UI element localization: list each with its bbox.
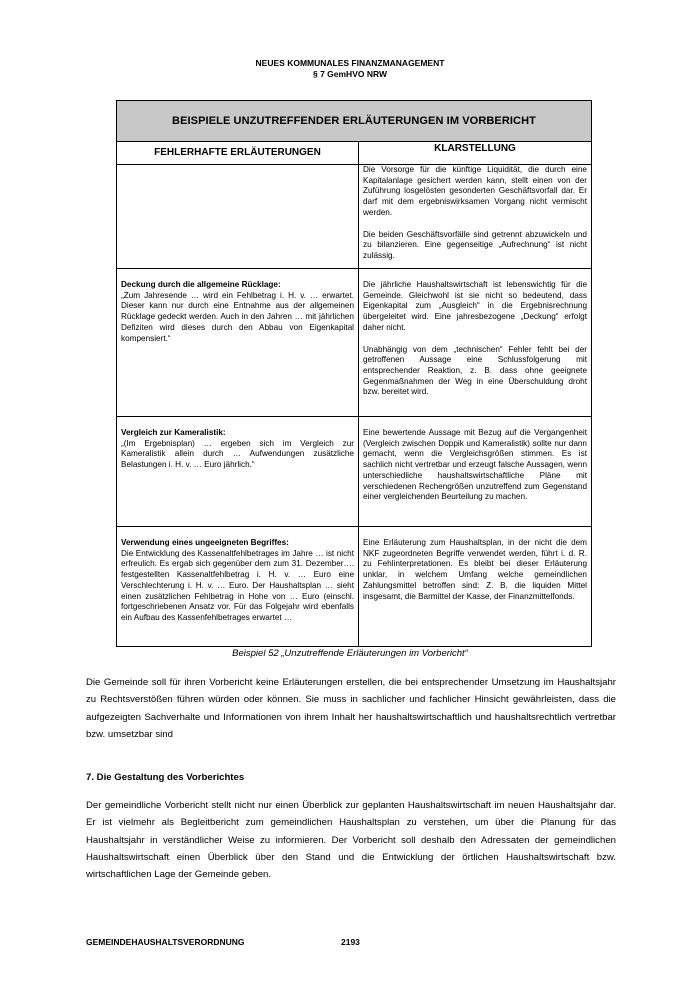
example-label: Deckung durch die allgemeine Rücklage: [121, 280, 281, 289]
right-cell [359, 269, 592, 417]
right-cell [359, 417, 592, 527]
clarification-paragraph: Eine bewertende Aussage mit Bezug auf die Vergangenheit (Vergleich zwischen Doppik und Kameralistik) sollte nur dann gemacht, wenn die Vergleichsgrößen stimmen. Es ist sachlich nicht vertretbar und erzeugt falsche Aussagen, wenn unterschiedliche haushaltswirtschaftliche Pläne mit verschiedenen Rechengrößen unzutreffend zum Gegenstand einer vergleichenden Beurteilung zu machen. [363, 428, 587, 502]
clarification-paragraph: Eine Erläuterung zum Haushaltsplan, in der nicht die dem NKF zugeordneten Begriffe verwendet werden, führt i. d. R. zu Fehlinterpretationen. Es bleibt bei dieser Erläuterung unklar, in welchem Umfang welche gemeindlichen Zahlungsmittel betroffen sind: Z. B. die liquiden Mittel insgesamt, die Barmittel der Kasse, der Finanzmittelfonds. [363, 538, 587, 601]
example-label: Verwendung eines ungeeigneten Begriffes: [121, 538, 289, 547]
left-cell [117, 527, 359, 647]
table-title: BEISPIELE UNZUTREFFENDER ERLÄUTERUNGEN IM VORBERICHT [117, 101, 592, 142]
left-cell [117, 165, 359, 269]
footer-title: GEMEINDEHAUSHALTSVERORDNUNG [86, 937, 245, 947]
page-number: 2193 [341, 937, 360, 947]
clarification-paragraph: Die Vorsorge für die künftige Liquidität, die durch eine Kapitalanlage gesichert werden kann, stellt einen von der Zuführung losgelösten gesonderten Geschäftsvorfall dar. Er darf mit dem ergebniswirksamen Vorgang nicht vermischt werden. [363, 165, 587, 217]
column-header-left: FEHLERHAFTE ERLÄUTERUNGEN [117, 142, 359, 165]
example-text: „(Im Ergebnisplan) … ergeben sich im Vergleich zur Kameralistik allein durch … Aufwendungen zusätzliche Belastungen i. H. v. … Euro jährlich.“ [121, 438, 354, 470]
table-row [117, 269, 592, 417]
example-label: Vergleich zur Kameralistik: [121, 428, 226, 437]
right-cell [359, 527, 592, 647]
clarification-paragraph: Die beiden Geschäftsvorfälle sind getrennt abzuwickeln und zu bilanzieren. Eine gegenseitige „Aufrechnung“ ist nicht zulässig. [363, 229, 587, 260]
clarification-paragraph: Die jährliche Haushaltswirtschaft ist lebenswichtig für die Gemeinde. Gleichwohl ist sie nicht so bedeutend, dass Eigenkapital zum „Ausgleich“ in die Ergebnisrechnung übergeleitet wird. Eine jahresbezogene „Deckung“ erfolgt daher nicht. [363, 280, 587, 332]
header-line-2: § 7 GemHVO NRW [312, 69, 387, 79]
table-row [117, 527, 592, 647]
table-caption: Beispiel 52 „Unzutreffende Erläuterungen im Vorbericht“ [232, 648, 468, 659]
table-row [117, 165, 592, 269]
clarification-paragraph: Unabhängig von dem „technischen“ Fehler fehlt bei der getroffenen Aussage eine Schlussfolgerung mit entsprechender Reaktion, z. B. dass ohne geeignete Gegenmaßnahmen der Weg in eine Überschuldung droht bzw. bereitet wird. [363, 344, 587, 397]
body-paragraph-2: Der gemeindliche Vorbericht stellt nicht nur einen Überblick zur geplanten Haushaltswirtschaft im neuen Haushaltsjahr dar. Er ist vielmehr als Begleitbericht zum gemeindlichen Haushaltsplan zu verstehen, um über die Planung für das Haushaltsjahr in verständlicher Weise zu informieren. Der Vorbericht soll deshalb den Adressaten der gemeindlichen Haushaltswirtschaft einen Überblick über den Stand und die Entwicklung der örtlichen Haushaltswirtschaft bzw. wirtschaftlichen Lage der Gemeinde geben. [86, 800, 616, 881]
header-line-1: NEUES KOMMUNALES FINANZMANAGEMENT [255, 58, 445, 68]
example-text: „Zum Jahresende … wird ein Fehlbetrag i. H. v. … erwartet. Dieser kann nur durch eine Entnahme aus der allgemeinen Rücklage gedeckt werden. Auch in den Jahren … mit jährlichen Defiziten wird dieses durch den Abbau von Eigenkapital kompensiert.“ [121, 290, 354, 343]
examples-table [116, 100, 592, 647]
left-cell [117, 417, 359, 527]
body-paragraph-1: Die Gemeinde soll für ihren Vorbericht keine Erläuterungen erstellen, die bei entsprechender Umsetzung im Haushaltsjahr zu Rechtsverstößen führen würden oder können. Sie muss in sachlicher und fachlicher Hinsicht gewährleisten, dass die aufgezeigten Sachverhalte und Informationen von ihrem Inhalt her haushaltswirtschaftlich und haushaltsrechtlich vertretbar bzw. umsetzbar sind [86, 677, 616, 740]
page-header [0, 58, 700, 80]
table-row [117, 417, 592, 527]
left-cell [117, 269, 359, 417]
right-cell [359, 165, 592, 269]
column-header-right: KLARSTELLUNG [359, 142, 592, 165]
section-heading: 7. Die Gestaltung des Vorberichtes [86, 772, 245, 783]
example-text: Die Entwicklung des Kassenaltfehlbetrages im Jahre … ist nicht erfreulich. Es ergab sich gegenüber dem zum 31. Dezember…. festgestellten Kassenaltfehlbetrag i. H. v. … Euro eine Verschlechterung i. H. v. … Euro. Der Haushaltsplan … sieht einen zusätzlichen Fehlbetrag in Hohe von … Euro (einschl. fortgeschriebenen Ansatz vor. Für das Folgejahr wird ebenfalls ein Aufbau des Kassenfehlbetrages erwartet … [121, 548, 354, 622]
